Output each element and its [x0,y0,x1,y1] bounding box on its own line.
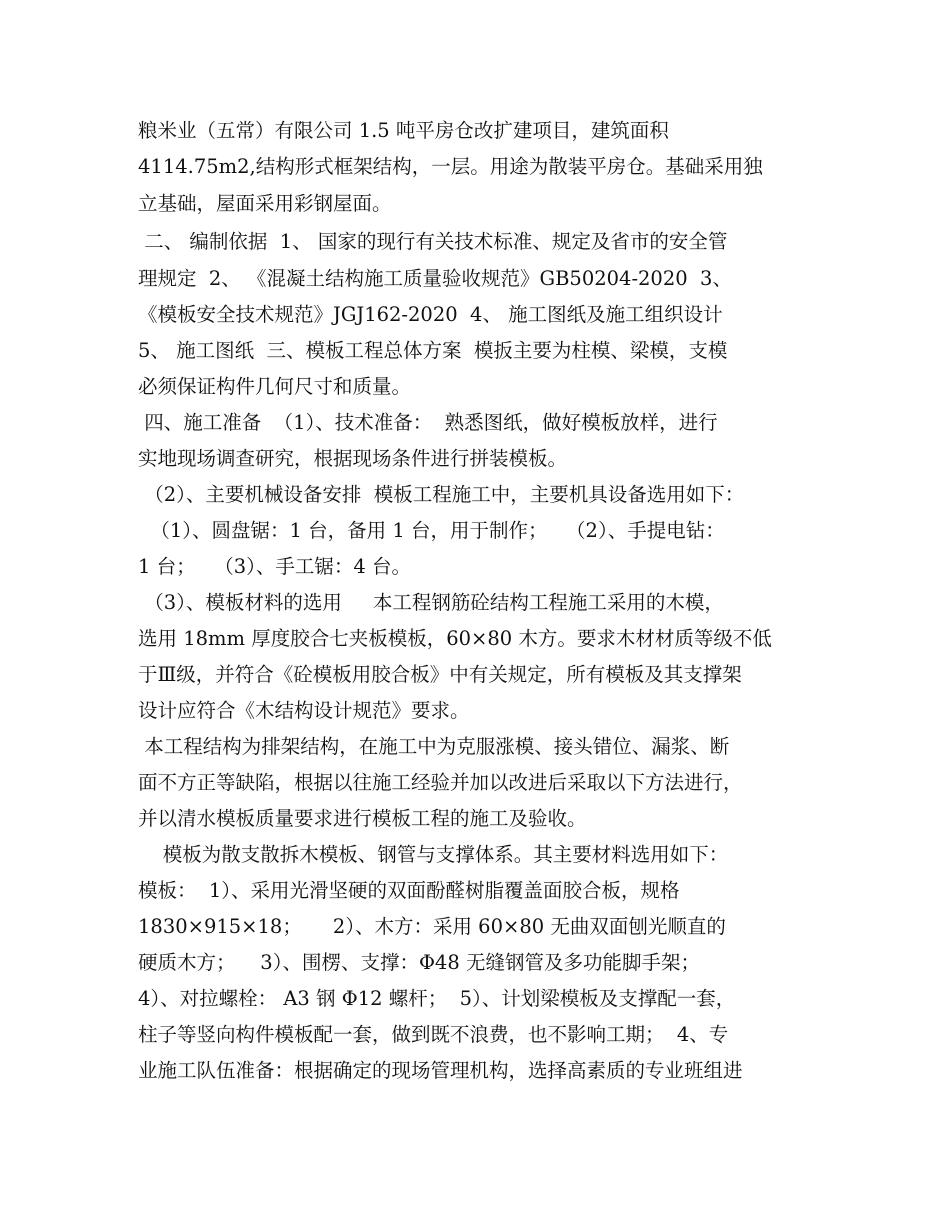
text-line: 二、 编制依据 1、 国家的现行有关技术标准、规定及省市的安全管 [138,230,728,253]
text-line: 1 台； （3）、手工锯：4 台。 [138,555,411,578]
text-line: 1830×915×18； 2）、木方：采用 60×80 无曲双面刨光顺直的 [138,915,726,938]
text-line: 柱子等竖向构件模板配一套，做到既不浪费，也不影响工期； 4、专 [138,1023,729,1046]
text-line: 业施工队伍准备：根据确定的现场管理机构，选择高素质的专业班组进 [138,1059,743,1082]
text-line: 理规定 2、 《混凝土结构施工质量验收规范》GB50204-2020 3、 [138,267,732,290]
text-line: 实地现场调查研究，根据现场条件进行拼装模板。 [138,447,568,470]
text-line: 并以清水模板质量要求进行模板工程的施工及验收。 [138,807,587,830]
text-line: 5、 施工图纸 三、模板工程总体方案 模扳主要为柱模、梁模，支模 [138,339,728,362]
text-line: 模板： 1）、采用光滑坚硬的双面酚醛树脂覆盖面胶合板，规格 [138,879,680,902]
text-line: （3）、模板材料的选用 本工程钢筋砼结构工程施工采用的木模， [138,591,724,614]
text-line: 于Ⅲ级，并符合《砼模板用胶合板》中有关规定，所有模板及其支撑架 [138,663,742,686]
text-line: 4114.75m2,结构形式框架结构，一层。用途为散装平房仓。基础采用独 [138,155,763,178]
text-line: 设计应符合《木结构设计规范》要求。 [138,699,470,722]
text-line: 4）、对拉螺栓： A3 钢 Φ12 螺杆； 5）、计划梁模板及支撑配一套， [138,987,736,1010]
text-line: 硬质木方； 3）、围楞、支撑：Φ48 无缝钢管及多功能脚手架； [138,951,700,974]
text-line: 必须保证构件几何尺寸和质量。 [138,375,412,398]
text-line: 模板为散支散拆木模板、钢管与支撑体系。其主要材料选用如下： [138,843,729,866]
text-line: 四、施工准备 （1）、技术准备： 熟悉图纸，做好模板放样，进行 [138,411,718,434]
text-line: 选用 18mm 厚度胶合七夹板模板，60×80 木方。要求木材材质等级不低 [138,627,772,650]
text-line: （2）、主要机械设备安排 模板工程施工中，主要机具设备选用如下： [138,483,745,506]
text-line: 粮米业（五常）有限公司 1.5 吨平房仓改扩建项目，建筑面积 [138,119,669,142]
text-line: 《模板安全技术规范》JGJ162-2020 4、 施工图纸及施工组织设计 [138,303,723,326]
text-line: （1）、圆盘锯：1 台，备用 1 台，用于制作； （2）、手提电钻： [138,519,725,542]
text-line: 面不方正等缺陷，根据以往施工经验并加以改进后采取以下方法进行， [138,771,743,794]
text-line: 本工程结构为排架结构，在施工中为克服涨模、接头错位、漏浆、断 [138,735,730,758]
text-line: 立基础，屋面采用彩钢屋面。 [138,192,392,215]
